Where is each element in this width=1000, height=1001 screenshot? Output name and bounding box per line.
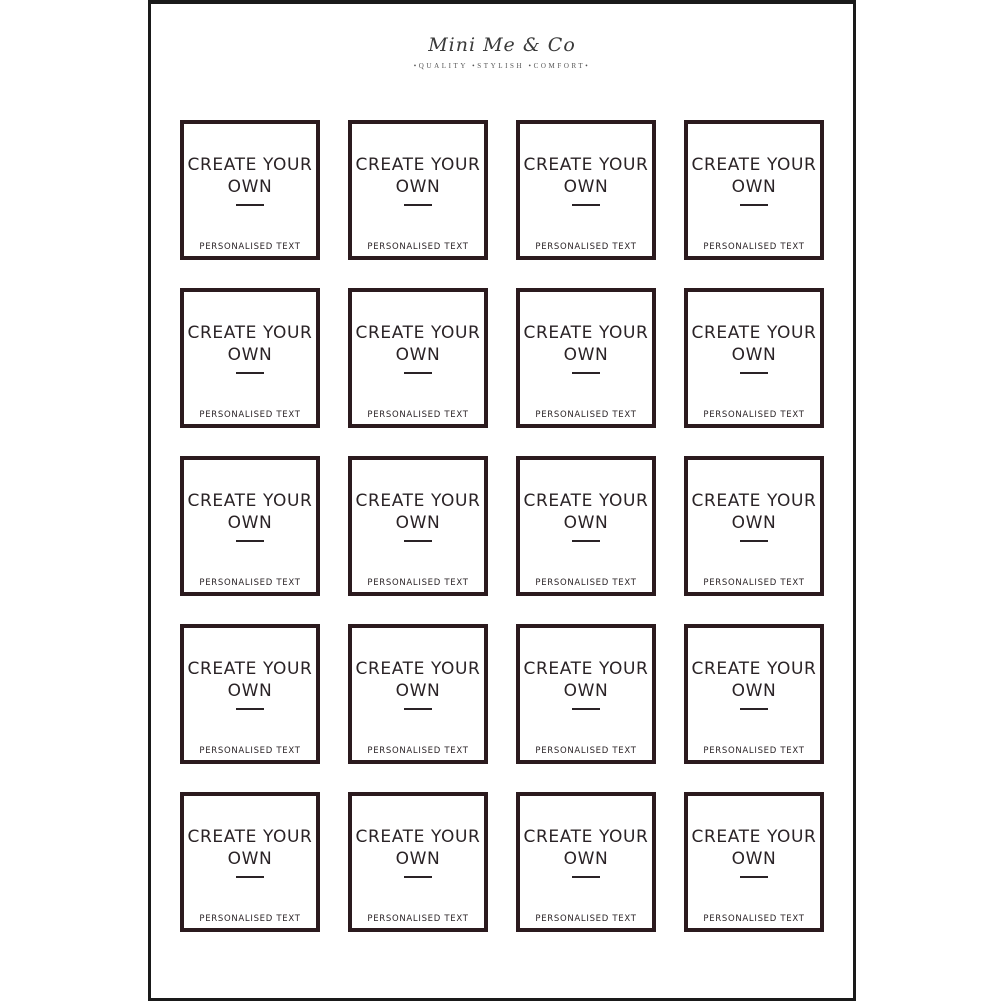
label-card[interactable] bbox=[516, 120, 656, 260]
label-card[interactable] bbox=[684, 792, 824, 932]
label-divider bbox=[740, 540, 768, 542]
label-subtitle: PERSONALISED TEXT bbox=[703, 578, 805, 588]
label-title: CREATE YOUR OWN bbox=[523, 491, 649, 533]
label-card[interactable] bbox=[180, 624, 320, 764]
label-divider bbox=[404, 372, 432, 374]
label-divider bbox=[572, 876, 600, 878]
label-title: CREATE YOUR OWN bbox=[187, 155, 313, 197]
label-subtitle: PERSONALISED TEXT bbox=[703, 410, 805, 420]
label-sheet bbox=[148, 0, 856, 1001]
label-grid bbox=[180, 120, 828, 932]
label-card[interactable] bbox=[180, 456, 320, 596]
label-card[interactable] bbox=[516, 456, 656, 596]
label-title: CREATE YOUR OWN bbox=[355, 323, 481, 365]
label-divider bbox=[740, 876, 768, 878]
label-card[interactable] bbox=[684, 624, 824, 764]
label-divider bbox=[236, 876, 264, 878]
label-divider bbox=[572, 540, 600, 542]
label-subtitle: PERSONALISED TEXT bbox=[703, 242, 805, 252]
label-divider bbox=[236, 204, 264, 206]
label-subtitle: PERSONALISED TEXT bbox=[535, 410, 637, 420]
label-title: CREATE YOUR OWN bbox=[187, 491, 313, 533]
label-divider bbox=[572, 708, 600, 710]
label-subtitle: PERSONALISED TEXT bbox=[535, 242, 637, 252]
label-card[interactable] bbox=[348, 792, 488, 932]
label-divider bbox=[236, 372, 264, 374]
label-title: CREATE YOUR OWN bbox=[691, 491, 817, 533]
label-divider bbox=[404, 204, 432, 206]
label-title: CREATE YOUR OWN bbox=[523, 323, 649, 365]
label-subtitle: PERSONALISED TEXT bbox=[367, 410, 469, 420]
label-subtitle: PERSONALISED TEXT bbox=[535, 914, 637, 924]
label-divider bbox=[404, 708, 432, 710]
label-divider bbox=[740, 372, 768, 374]
label-card[interactable] bbox=[348, 288, 488, 428]
label-subtitle: PERSONALISED TEXT bbox=[535, 746, 637, 756]
label-subtitle: PERSONALISED TEXT bbox=[199, 746, 301, 756]
label-divider bbox=[572, 372, 600, 374]
label-subtitle: PERSONALISED TEXT bbox=[535, 578, 637, 588]
label-card[interactable] bbox=[180, 288, 320, 428]
label-card[interactable] bbox=[684, 456, 824, 596]
label-card[interactable] bbox=[516, 288, 656, 428]
label-card[interactable] bbox=[180, 792, 320, 932]
label-subtitle: PERSONALISED TEXT bbox=[199, 578, 301, 588]
label-subtitle: PERSONALISED TEXT bbox=[367, 914, 469, 924]
label-divider bbox=[404, 540, 432, 542]
label-divider bbox=[236, 540, 264, 542]
label-title: CREATE YOUR OWN bbox=[691, 827, 817, 869]
label-card[interactable] bbox=[348, 624, 488, 764]
label-title: CREATE YOUR OWN bbox=[523, 155, 649, 197]
label-title: CREATE YOUR OWN bbox=[691, 155, 817, 197]
label-subtitle: PERSONALISED TEXT bbox=[703, 914, 805, 924]
label-title: CREATE YOUR OWN bbox=[523, 827, 649, 869]
label-title: CREATE YOUR OWN bbox=[523, 659, 649, 701]
label-title: CREATE YOUR OWN bbox=[691, 323, 817, 365]
label-title: CREATE YOUR OWN bbox=[691, 659, 817, 701]
label-subtitle: PERSONALISED TEXT bbox=[367, 578, 469, 588]
label-card[interactable] bbox=[516, 624, 656, 764]
label-subtitle: PERSONALISED TEXT bbox=[367, 746, 469, 756]
label-divider bbox=[740, 204, 768, 206]
label-card[interactable] bbox=[348, 120, 488, 260]
label-title: CREATE YOUR OWN bbox=[187, 323, 313, 365]
label-card[interactable] bbox=[684, 288, 824, 428]
label-subtitle: PERSONALISED TEXT bbox=[199, 410, 301, 420]
label-card[interactable] bbox=[348, 456, 488, 596]
label-subtitle: PERSONALISED TEXT bbox=[199, 914, 301, 924]
label-card[interactable] bbox=[516, 792, 656, 932]
label-subtitle: PERSONALISED TEXT bbox=[367, 242, 469, 252]
label-title: CREATE YOUR OWN bbox=[187, 659, 313, 701]
brand-tagline: •QUALITY •STYLISH •COMFORT• bbox=[413, 62, 591, 70]
label-subtitle: PERSONALISED TEXT bbox=[199, 242, 301, 252]
brand-header bbox=[151, 30, 853, 72]
label-divider bbox=[404, 876, 432, 878]
brand-logo: Mini Me & Co bbox=[428, 34, 576, 56]
label-title: CREATE YOUR OWN bbox=[355, 491, 481, 533]
label-title: CREATE YOUR OWN bbox=[355, 155, 481, 197]
label-card[interactable] bbox=[180, 120, 320, 260]
label-divider bbox=[236, 708, 264, 710]
label-subtitle: PERSONALISED TEXT bbox=[703, 746, 805, 756]
label-title: CREATE YOUR OWN bbox=[355, 827, 481, 869]
label-card[interactable] bbox=[684, 120, 824, 260]
label-title: CREATE YOUR OWN bbox=[355, 659, 481, 701]
label-divider bbox=[740, 708, 768, 710]
label-divider bbox=[572, 204, 600, 206]
label-title: CREATE YOUR OWN bbox=[187, 827, 313, 869]
